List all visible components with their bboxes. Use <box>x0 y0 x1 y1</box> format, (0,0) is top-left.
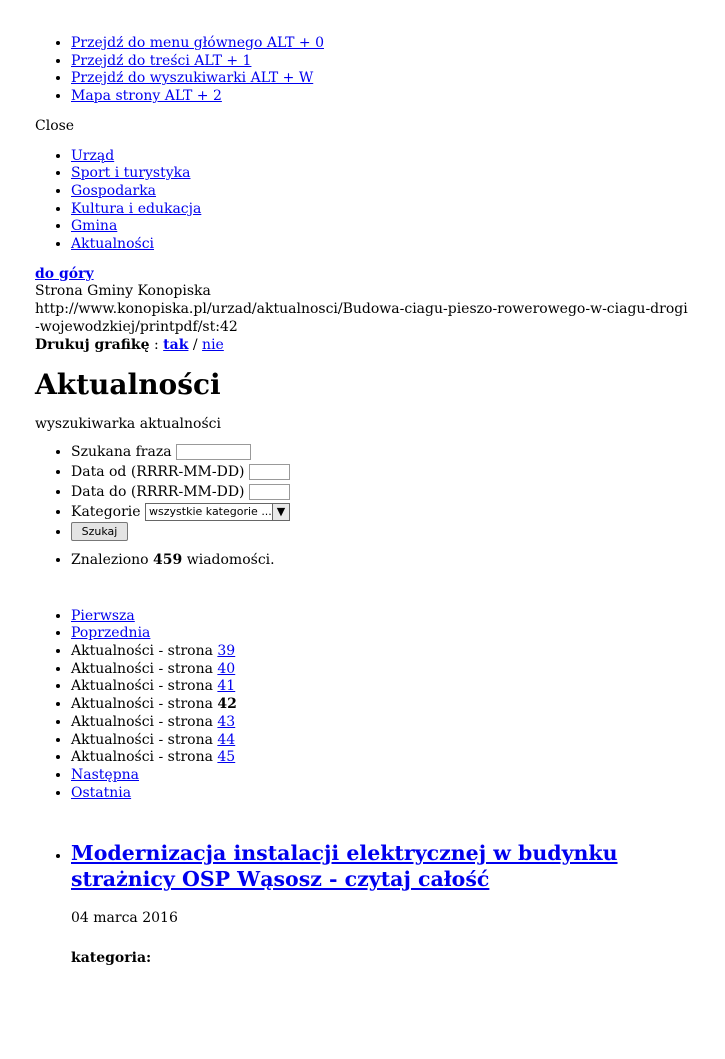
pagination-prev-link[interactable]: Poprzednia <box>71 625 151 642</box>
pagination-page-link[interactable]: 39 <box>217 643 236 660</box>
news-category-label: kategoria: <box>71 950 152 967</box>
pagination-last-link[interactable]: Ostatnia <box>71 784 132 801</box>
results-suffix: wiadomości. <box>186 551 275 568</box>
category-row <box>71 502 690 522</box>
news-title-link[interactable]: Modernizacja instalacji elektrycznej w budynku strażnicy OSP Wąsosz - czytaj całość <box>71 841 618 892</box>
date-from-row <box>71 462 690 482</box>
category-label: Kategorie <box>71 503 141 520</box>
date-to-row <box>71 482 690 502</box>
search-phrase-row <box>71 442 690 462</box>
pagination-page-link[interactable]: 43 <box>217 713 236 730</box>
pagination-next-link[interactable]: Następna <box>71 766 140 783</box>
news-list <box>35 840 690 967</box>
pagination-page-link[interactable]: 44 <box>217 731 236 748</box>
pagination-page-item <box>71 749 690 767</box>
main-menu-item <box>71 165 690 183</box>
search-form <box>35 442 690 542</box>
pagination-page-link[interactable]: 40 <box>217 660 236 677</box>
site-name: Strona Gminy Konopiska <box>35 283 211 300</box>
pagination-page-link[interactable]: 45 <box>217 749 236 766</box>
search-submit-row <box>71 522 690 542</box>
date-to-input[interactable] <box>249 484 290 500</box>
pagination <box>35 608 690 803</box>
results-count: 459 <box>153 551 183 568</box>
pagination-page-prefix: Aktualności - strona <box>71 678 213 695</box>
print-graphics-label: Drukuj grafikę <box>35 336 150 353</box>
date-from-input[interactable] <box>249 464 290 480</box>
search-heading: wyszukiwarka aktualności <box>35 416 221 433</box>
main-menu <box>35 148 690 254</box>
close-button[interactable]: Close <box>35 117 75 134</box>
main-menu-link[interactable]: Gmina <box>71 218 118 235</box>
main-menu-item <box>71 183 690 201</box>
skip-link-item <box>71 88 690 106</box>
skip-link-item <box>71 53 690 71</box>
pagination-page-prefix: Aktualności - strona <box>71 660 213 677</box>
pagination-last-item <box>71 785 690 803</box>
news-item <box>71 840 690 967</box>
pagination-page-item <box>71 714 690 732</box>
dropdown-arrow-icon: ▼ <box>272 504 289 520</box>
pagination-page-prefix: Aktualności - strona <box>71 643 213 660</box>
results-count-item <box>71 552 690 570</box>
main-menu-item <box>71 218 690 236</box>
search-button[interactable]: Szukaj <box>71 522 128 541</box>
print-graphics-slash: / <box>192 336 198 353</box>
skip-link[interactable]: Mapa strony ALT + 2 <box>71 88 222 105</box>
pagination-page-item <box>71 678 690 696</box>
results-prefix: Znaleziono <box>71 551 149 568</box>
skip-link[interactable]: Przejdź do wyszukiwarki ALT + W <box>71 70 314 87</box>
main-menu-link[interactable]: Gospodarka <box>71 182 157 199</box>
pagination-page-item <box>71 732 690 750</box>
pagination-first-item <box>71 608 690 626</box>
main-menu-item <box>71 201 690 219</box>
main-menu-item <box>71 148 690 166</box>
date-to-label: Data do (RRRR-MM-DD) <box>71 483 245 500</box>
main-menu-link[interactable]: Aktualności <box>71 236 155 253</box>
skip-links <box>35 35 690 106</box>
print-graphics-yes-link[interactable]: tak <box>163 336 189 353</box>
page-title: Aktualności <box>35 368 221 402</box>
main-menu-link[interactable]: Urząd <box>71 147 115 164</box>
search-phrase-input[interactable] <box>176 444 251 460</box>
pagination-page-prefix: Aktualności - strona <box>71 731 213 748</box>
print-graphics-no-link[interactable]: nie <box>202 336 224 353</box>
category-select[interactable] <box>145 503 290 521</box>
skip-link-item <box>71 35 690 53</box>
pagination-prev-item <box>71 625 690 643</box>
print-graphics-row <box>35 337 690 355</box>
print-url: http://www.konopiska.pl/urzad/aktualnosci/Budowa-ciagu-pieszo-rowerowego-w-ciagu-drogi-wojewodzkiej/printpdf/st:42 <box>35 301 688 335</box>
category-selected-value: wszystkie kategorie ... <box>149 504 272 518</box>
main-menu-link[interactable]: Kultura i edukacja <box>71 200 202 217</box>
main-menu-link[interactable]: Sport i turystyka <box>71 165 191 182</box>
print-graphics-colon: : <box>154 336 159 353</box>
search-phrase-label: Szukana fraza <box>71 443 172 460</box>
pagination-next-item <box>71 767 690 785</box>
pagination-first-link[interactable]: Pierwsza <box>71 607 135 624</box>
pagination-page-link[interactable]: 41 <box>217 678 236 695</box>
pagination-page-item <box>71 643 690 661</box>
skip-link[interactable]: Przejdź do treści ALT + 1 <box>71 52 252 69</box>
skip-link-item <box>71 70 690 88</box>
pagination-page-prefix: Aktualności - strona <box>71 713 213 730</box>
pagination-page-prefix: Aktualności - strona <box>71 749 213 766</box>
news-date: 04 marca 2016 <box>71 910 178 927</box>
pagination-page-prefix: Aktualności - strona <box>71 696 213 713</box>
pagination-page-item <box>71 661 690 679</box>
skip-link[interactable]: Przejdź do menu głównego ALT + 0 <box>71 35 324 51</box>
back-to-top-link[interactable]: do góry <box>35 265 94 282</box>
pagination-current-page: 42 <box>217 696 237 713</box>
results-summary <box>35 552 690 570</box>
main-menu-item <box>71 236 690 254</box>
date-from-label: Data od (RRRR-MM-DD) <box>71 463 245 480</box>
pagination-page-item <box>71 696 690 714</box>
